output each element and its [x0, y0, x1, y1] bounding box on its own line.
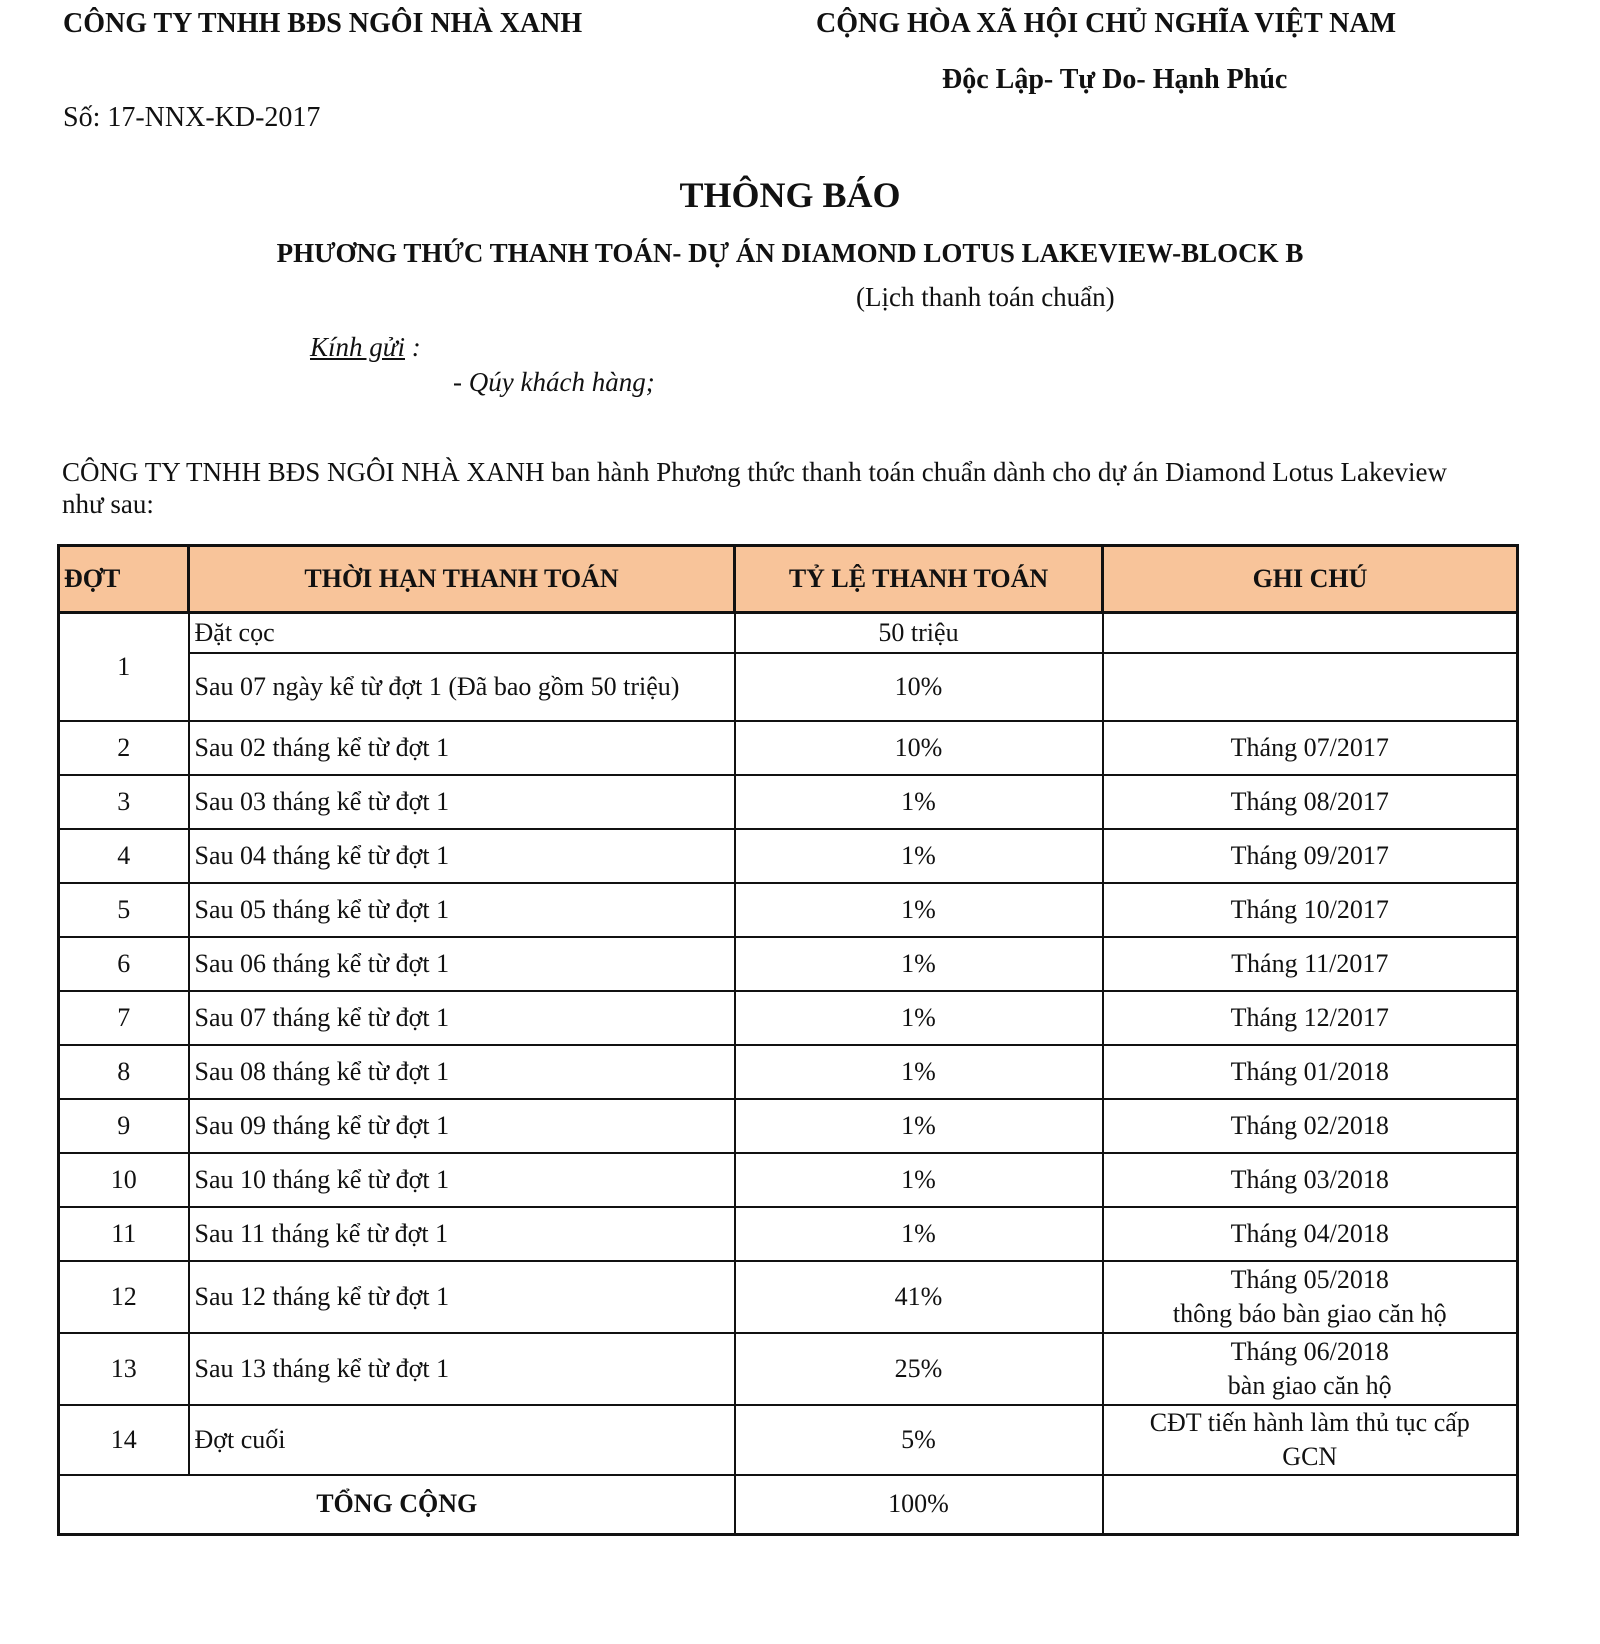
table-row — [59, 937, 1518, 991]
row-note — [1103, 1099, 1518, 1153]
table-header-row — [59, 546, 1518, 613]
row-term: Sau 04 tháng kể từ đợt 1 — [189, 829, 735, 883]
table-row — [59, 883, 1518, 937]
row-note — [1103, 1333, 1518, 1405]
header-term: THỜI HẠN THANH TOÁN — [189, 546, 735, 613]
row-dot: 13 — [59, 1333, 189, 1405]
table-row — [59, 1261, 1518, 1333]
company-name: CÔNG TY TNHH BĐS NGÔI NHÀ XANH — [63, 8, 583, 39]
document-number: Số: 17-NNX-KD-2017 — [63, 102, 321, 133]
row-term: Sau 06 tháng kể từ đợt 1 — [189, 937, 735, 991]
row-rate: 1% — [735, 883, 1103, 937]
row-dot: 4 — [59, 829, 189, 883]
row-term: Sau 09 tháng kể từ đợt 1 — [189, 1099, 735, 1153]
row-note-line: Tháng 10/2017 — [1230, 894, 1389, 924]
row-note — [1103, 937, 1518, 991]
greeting-recipient: - Qúy khách hàng; — [453, 367, 655, 397]
row-term: Sau 12 tháng kể từ đợt 1 — [189, 1261, 735, 1333]
header-note: GHI CHÚ — [1103, 546, 1518, 613]
row-rate: 10% — [735, 721, 1103, 775]
row-rate: 50 triệu — [735, 613, 1103, 653]
document-title: THÔNG BÁO — [679, 175, 901, 215]
table-row — [59, 1153, 1518, 1207]
row-rate: 1% — [735, 1207, 1103, 1261]
row-note — [1103, 883, 1518, 937]
row-term: Sau 02 tháng kể từ đợt 1 — [189, 721, 735, 775]
row-dot: 7 — [59, 991, 189, 1045]
row-note-line: Tháng 09/2017 — [1230, 840, 1389, 870]
row-dot: 12 — [59, 1261, 189, 1333]
header-dot: ĐỢT — [59, 546, 189, 613]
row-dot: 9 — [59, 1099, 189, 1153]
row-rate: 1% — [735, 937, 1103, 991]
row-note — [1103, 991, 1518, 1045]
row-note-line: Tháng 08/2017 — [1230, 786, 1389, 816]
table-row — [59, 653, 1518, 721]
row-note-line: bàn giao căn hộ — [1227, 1370, 1392, 1400]
row-note — [1103, 1153, 1518, 1207]
row-rate: 10% — [735, 653, 1103, 721]
header-rate: TỶ LỆ THANH TOÁN — [735, 546, 1103, 613]
row-rate: 1% — [735, 1045, 1103, 1099]
row-rate: 1% — [735, 1153, 1103, 1207]
row-note — [1103, 653, 1518, 721]
row-term: Sau 13 tháng kể từ đợt 1 — [189, 1333, 735, 1405]
row-dot: 5 — [59, 883, 189, 937]
document-subtitle: PHƯƠNG THỨC THANH TOÁN- DỰ ÁN DIAMOND LOTUS LAKEVIEW-BLOCK B — [276, 238, 1304, 268]
row-dot: 3 — [59, 775, 189, 829]
row-note — [1103, 829, 1518, 883]
table-row — [59, 991, 1518, 1045]
row-note-line: Tháng 11/2017 — [1231, 948, 1389, 978]
table-row — [59, 1207, 1518, 1261]
row-note — [1103, 1261, 1518, 1333]
row-term: Sau 10 tháng kể từ đợt 1 — [189, 1153, 735, 1207]
row-note — [1103, 1045, 1518, 1099]
row-note — [1103, 775, 1518, 829]
row-rate: 1% — [735, 775, 1103, 829]
row-term: Sau 03 tháng kể từ đợt 1 — [189, 775, 735, 829]
row-dot: 1 — [59, 613, 189, 721]
national-title: CỘNG HÒA XÃ HỘI CHỦ NGHĨA VIỆT NAM — [816, 8, 1397, 39]
row-note-line: Tháng 06/2018 — [1230, 1336, 1389, 1366]
row-note-line: Tháng 01/2018 — [1230, 1056, 1389, 1086]
table-total-row — [59, 1475, 1518, 1535]
payment-schedule-table — [57, 544, 1519, 1536]
table-row — [59, 1333, 1518, 1405]
row-note-line: Tháng 05/2018 — [1230, 1264, 1389, 1294]
row-term: Sau 07 ngày kể từ đợt 1 (Đã bao gồm 50 triệu) — [189, 653, 735, 721]
row-note-line: Tháng 02/2018 — [1230, 1110, 1389, 1140]
row-dot: 10 — [59, 1153, 189, 1207]
row-note — [1103, 721, 1518, 775]
row-note — [1103, 1207, 1518, 1261]
table-row — [59, 829, 1518, 883]
table-row — [59, 1045, 1518, 1099]
row-note-line: Tháng 12/2017 — [1230, 1002, 1389, 1032]
table-row — [59, 1405, 1518, 1475]
row-note-line: Tháng 07/2017 — [1230, 732, 1389, 762]
row-note — [1103, 1405, 1518, 1475]
national-motto: Độc Lập- Tự Do- Hạnh Phúc — [942, 64, 1288, 95]
schedule-note: (Lịch thanh toán chuẩn) — [856, 282, 1115, 312]
row-rate: 25% — [735, 1333, 1103, 1405]
row-rate: 41% — [735, 1261, 1103, 1333]
row-term: Sau 05 tháng kể từ đợt 1 — [189, 883, 735, 937]
greeting-colon: : — [405, 332, 421, 362]
row-rate: 1% — [735, 1099, 1103, 1153]
total-value: 100% — [735, 1475, 1103, 1535]
row-dot: 8 — [59, 1045, 189, 1099]
row-note — [1103, 613, 1518, 653]
row-rate: 1% — [735, 991, 1103, 1045]
greeting-label: Kính gửi — [310, 332, 405, 362]
row-term: Sau 11 tháng kể từ đợt 1 — [189, 1207, 735, 1261]
row-term: Sau 08 tháng kể từ đợt 1 — [189, 1045, 735, 1099]
row-dot: 2 — [59, 721, 189, 775]
row-rate: 5% — [735, 1405, 1103, 1475]
table-row — [59, 613, 1518, 653]
table-row — [59, 775, 1518, 829]
row-note-line: Tháng 03/2018 — [1230, 1164, 1389, 1194]
row-note-line: GCN — [1282, 1441, 1338, 1471]
row-term: Sau 07 tháng kể từ đợt 1 — [189, 991, 735, 1045]
row-dot: 14 — [59, 1405, 189, 1475]
greeting — [310, 332, 421, 363]
row-dot: 11 — [59, 1207, 189, 1261]
row-rate: 1% — [735, 829, 1103, 883]
row-note-line: thông báo bàn giao căn hộ — [1172, 1298, 1447, 1328]
total-note — [1103, 1475, 1518, 1535]
table-row — [59, 1099, 1518, 1153]
total-label: TỔNG CỘNG — [59, 1475, 735, 1535]
intro-paragraph: CÔNG TY TNHH BĐS NGÔI NHÀ XANH ban hành Phương thức thanh toán chuẩn dành cho dự án Diamond Lotus Lakeview như sau: — [62, 457, 1447, 519]
table-row — [59, 721, 1518, 775]
row-term: Đặt cọc — [189, 613, 735, 653]
row-note-line: Tháng 04/2018 — [1230, 1218, 1389, 1248]
row-dot: 6 — [59, 937, 189, 991]
row-term: Đợt cuối — [189, 1405, 735, 1475]
row-note-line: CĐT tiến hành làm thủ tục cấp — [1149, 1407, 1470, 1437]
